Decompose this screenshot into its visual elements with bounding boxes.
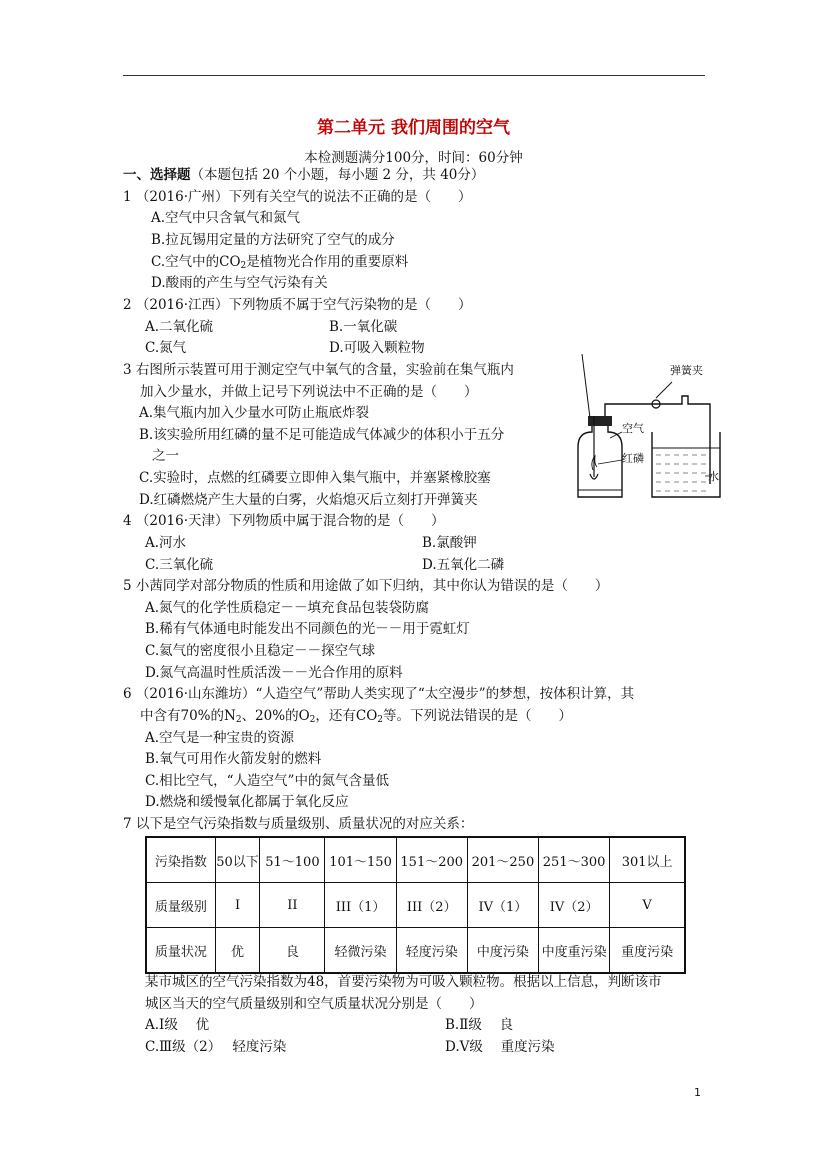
q7-option-c: C.Ⅲ级（2） 轻度污染 — [145, 1039, 287, 1055]
table-cell: 中度重污染 — [539, 928, 610, 974]
header-rule — [123, 75, 705, 76]
q3-option-d: D.红磷燃烧产生大量的白雾，火焰熄灭后立刻打开弹簧夹 — [139, 492, 478, 508]
subtitle: 本检测题满分100分，时间：60分钟 — [304, 150, 523, 166]
q2-option-c: C.氮气 — [145, 340, 187, 356]
section-heading — [123, 166, 484, 184]
table-cell: 良 — [260, 928, 325, 974]
q4-option-c: C.三氧化硫 — [145, 557, 214, 573]
q6-s-sub2: 2 — [309, 715, 316, 725]
q1-c-pre: C.空气中的CO — [151, 254, 241, 270]
q1-option-c — [151, 253, 408, 275]
table-cell: 中度污染 — [467, 928, 538, 974]
q7-option-b: B.Ⅱ级 良 — [445, 1017, 514, 1033]
q1-stem: 1 （2016·广州）下列有关空气的说法不正确的是（ ） — [123, 189, 472, 205]
clip-leader-line — [656, 382, 672, 398]
q4-option-d: D.五氧化二磷 — [422, 557, 505, 573]
table-cell: 污染指数 — [146, 837, 215, 883]
q5-stem: 5 小茜同学对部分物质的性质和用途做了如下归纳，其中你认为错误的是（ ） — [123, 578, 609, 594]
q5-option-c: C.氦气的密度很小且稳定－－探空气球 — [145, 643, 376, 659]
q6-option-b: B.氧气可用作火箭发射的燃料 — [145, 751, 322, 767]
table-cell: 50以下 — [215, 837, 260, 883]
pollution-index-table — [145, 836, 686, 974]
page-number: 1 — [694, 1086, 701, 1099]
table-cell: 301以上 — [610, 837, 685, 883]
table-cell: 151～200 — [396, 837, 467, 883]
q1-option-d: D.酸雨的产生与空气污染有关 — [151, 275, 328, 291]
table-row — [146, 837, 685, 883]
q7-option-a: A.Ⅰ级 优 — [145, 1017, 210, 1033]
q3-option-b-line2: 之一 — [152, 448, 179, 464]
q1-c-post: 是植物光合作用的重要原料 — [246, 254, 409, 270]
section-desc: （本题包括 20 个小题，每小题 2 分，共 40分） — [190, 167, 485, 183]
table-cell: V — [610, 883, 685, 928]
q6-s-a: 中含有70%的N — [140, 708, 236, 724]
q3-option-c: C.实验时，点燃的红磷要立即伸入集气瓶中，并塞紧橡胶塞 — [139, 470, 491, 486]
apparatus-figure — [560, 352, 725, 502]
q4-stem: 4 （2016·天津）下列物质中属于混合物的是（ ） — [123, 513, 445, 529]
q7-after-line2: 城区当天的空气质量级别和空气质量状况分别是（ ） — [145, 996, 483, 1012]
fig-label-clip: 弹簧夹 — [670, 364, 703, 377]
q7-option-d: D.Ⅴ级 重度污染 — [445, 1039, 555, 1055]
q2-option-b: B.一氧化碳 — [329, 319, 398, 335]
q2-option-a: A.二氧化硫 — [145, 319, 214, 335]
q2-stem: 2 （2016·江西）下列物质不属于空气污染物的是（ ） — [123, 297, 472, 313]
rubber-stopper — [588, 416, 612, 426]
fig-label-air: 空气 — [622, 422, 644, 435]
q5-option-b: B.稀有气体通电时能发出不同颜色的光－－用于霓虹灯 — [145, 621, 470, 637]
table-cell: II — [260, 883, 325, 928]
q6-option-d: D.燃烧和缓慢氧化都属于氧化反应 — [145, 794, 349, 810]
table-cell: 重度污染 — [610, 928, 685, 974]
q7-stem: 7 以下是空气污染指数与质量级别、质量状况的对应关系： — [123, 816, 474, 832]
q6-s-sub3: 2 — [377, 715, 384, 725]
q3-option-a: A.集气瓶内加入少量水可防止瓶底炸裂 — [139, 405, 370, 421]
table-row — [146, 883, 685, 928]
q6-stem-line1: 6 （2016·山东潍坊）“人造空气”帮助人类实现了“太空漫步”的梦想，按体积计算，其 — [123, 686, 635, 702]
q5-option-a: A.氮气的化学性质稳定－－填充食品包装袋防腐 — [145, 600, 430, 616]
q3-stem-line2: 加入少量水，并做上记号下列说法中不正确的是（ ） — [140, 384, 478, 400]
table-cell: 201～250 — [467, 837, 538, 883]
table-cell: III（2） — [396, 883, 467, 928]
q6-s-c: ，还有CO — [315, 708, 378, 724]
table-cell: I — [215, 883, 260, 928]
table-cell: 优 — [215, 928, 260, 974]
table-cell: IV（2） — [539, 883, 610, 928]
q2-option-d: D.可吸入颗粒物 — [329, 340, 425, 356]
page-title: 第二单元 我们周围的空气 — [317, 118, 510, 138]
q5-option-d: D.氮气高温时性质活泼－－光合作用的原料 — [145, 665, 403, 681]
table-cell: 轻度污染 — [396, 928, 467, 974]
table-row — [146, 928, 685, 974]
q4-option-b: B.氯酸钾 — [422, 535, 477, 551]
table-cell: 251～300 — [539, 837, 610, 883]
table-cell: 101～150 — [325, 837, 396, 883]
section-label: 一、选择题 — [123, 167, 191, 183]
table-cell: IV（1） — [467, 883, 538, 928]
q1-option-a: A.空气中只含氧气和氮气 — [151, 210, 301, 226]
q3-stem-line1: 3 右图所示装置可用于测定空气中氧气的含量，实验前在集气瓶内 — [123, 362, 514, 378]
q6-option-a: A.空气是一种宝贵的资源 — [145, 730, 295, 746]
q6-s-sub1: 2 — [235, 715, 242, 725]
q7-after-line1: 某市城区的空气污染指数为48，首要污染物为可吸入颗粒物。根据以上信息，判断该市 — [145, 974, 662, 990]
rod-top — [582, 354, 590, 418]
q6-s-b: 、20%的O — [241, 708, 310, 724]
q1-option-b: B.拉瓦锡用定量的方法研究了空气的成分 — [151, 232, 395, 248]
table-cell: 质量状况 — [146, 928, 215, 974]
fig-label-phosphorus: 红磷 — [622, 452, 644, 465]
q6-stem-line2 — [140, 707, 572, 729]
table-cell: 质量级别 — [146, 883, 215, 928]
fig-label-water: 水 — [708, 470, 719, 483]
table-cell: III（1） — [325, 883, 396, 928]
table-cell: 轻微污染 — [325, 928, 396, 974]
q3-option-b-line1: B.该实验所用红磷的量不足可能造成气体减少的体积小于五分 — [139, 427, 505, 443]
q4-option-a: A.河水 — [145, 535, 187, 551]
q1-c-sub: 2 — [240, 261, 247, 271]
table-cell: 51～100 — [260, 837, 325, 883]
q6-option-c: C.相比空气，“人造空气”中的氮气含量低 — [145, 773, 389, 789]
q6-s-d: 等。下列说法错误的是（ ） — [383, 708, 573, 724]
